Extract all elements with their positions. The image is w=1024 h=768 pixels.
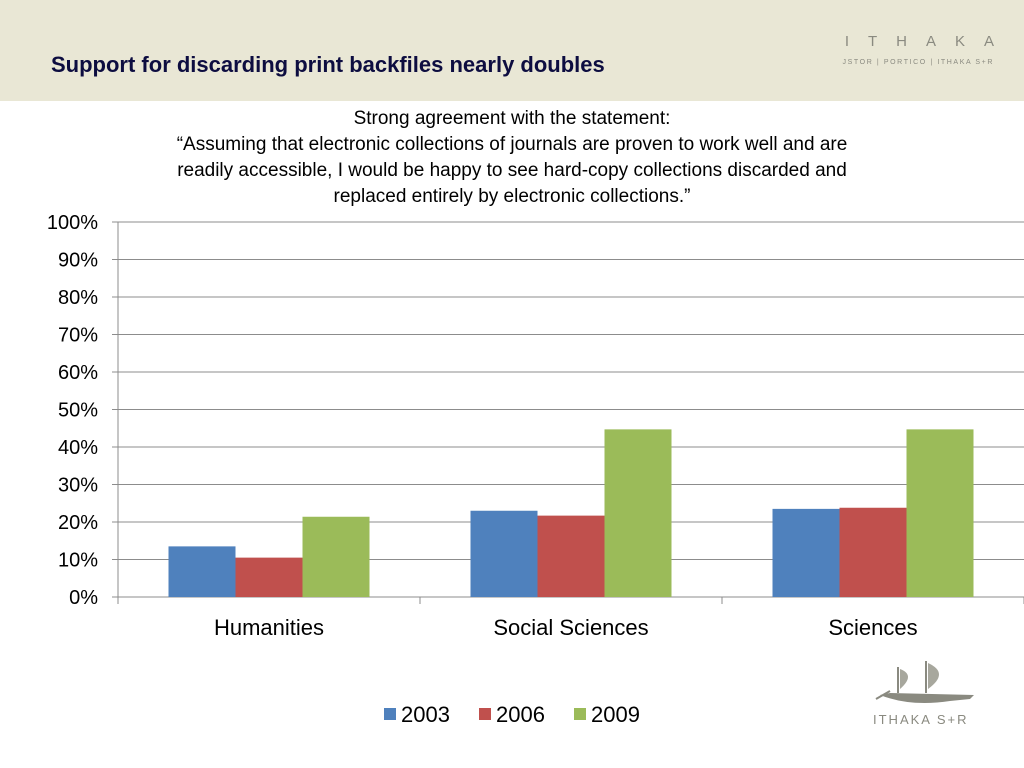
legend-swatch-2009	[574, 708, 586, 720]
category-label: Humanities	[213, 615, 325, 640]
legend-swatch-2003	[384, 708, 396, 720]
chart-title-line: replaced entirely by electronic collections.”	[333, 186, 691, 207]
y-tick-label: 30%	[57, 474, 98, 497]
chart-title-line: “Assuming that electronic collections of journals are proven to work well and are	[176, 134, 848, 155]
y-tick-label: 90%	[57, 249, 98, 272]
y-tick-label: 80%	[57, 287, 98, 309]
bar-2009	[907, 429, 974, 597]
y-tick-label: 50%	[57, 399, 98, 422]
y-tick-label: 40%	[57, 437, 98, 459]
y-tick-label: 70%	[57, 324, 98, 347]
legend-label: 2009	[591, 702, 640, 727]
bar-2006	[236, 558, 303, 597]
chart-title-line: readily accessible, I would be happy to see hard-copy collections discarded and	[177, 160, 847, 181]
legend-label: 2006	[496, 702, 545, 727]
y-tick-label: 100%	[46, 212, 98, 234]
y-tick-label: 60%	[57, 362, 98, 384]
y-tick-label: 10%	[57, 549, 98, 572]
footer-logo-text: ITHAKA S+R	[873, 712, 969, 727]
brand-subline: JSTOR | PORTICO | ITHAKA S+R	[842, 59, 994, 66]
ship-logo-icon	[870, 655, 990, 711]
slide-title: Support for discarding print backfiles nearly doubles	[51, 52, 605, 77]
bar-2009	[303, 517, 370, 597]
category-label: Sciences	[828, 615, 918, 640]
bar-2009	[605, 429, 672, 597]
bar-2003	[169, 546, 236, 597]
y-tick-label: 0%	[69, 587, 98, 609]
bar-2003	[773, 509, 840, 597]
brand-name: ITHAKA	[844, 33, 1013, 50]
bar-2006	[840, 508, 907, 597]
chart-title-line: Strong agreement with the statement:	[353, 108, 671, 129]
legend-swatch-2006	[479, 708, 491, 720]
category-label: Social Sciences	[493, 615, 649, 640]
legend-label: 2003	[401, 702, 450, 727]
bar-2003	[471, 511, 538, 597]
y-tick-label: 20%	[57, 512, 98, 534]
bar-2006	[538, 516, 605, 597]
